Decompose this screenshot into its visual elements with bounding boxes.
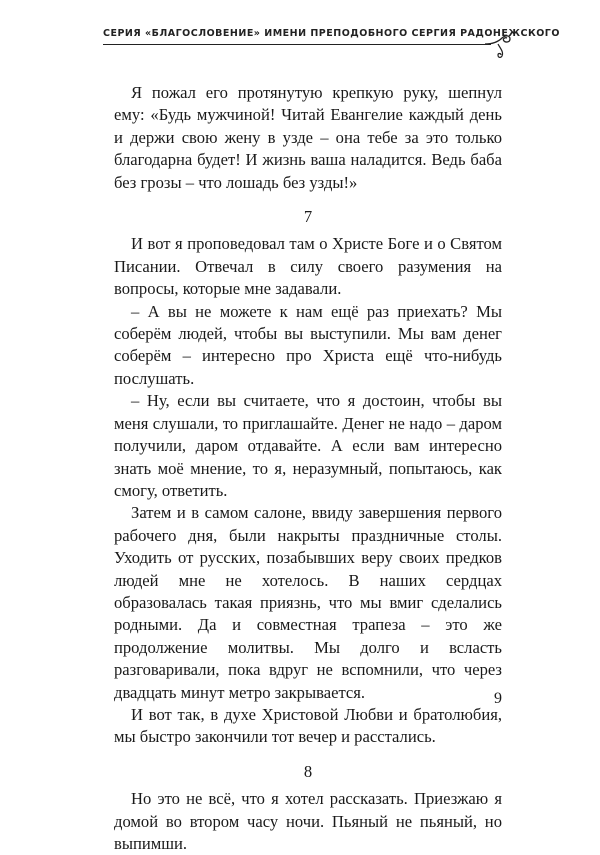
paragraph-4: – Ну, если вы считаете, что я достоин, чтобы вы меня слушали, то приглашайте. Денег не надо – даром получили, даром отдавайте. А если вам интересно знать моё мнение, то я, неразумный, попытаюсь, как смогу, ответить. [114,391,502,500]
paragraph-6: И вот так, в духе Христовой Любви и братолюбия, мы быстро закончили тот вечер и расстались. [114,704,502,747]
page-body [114,82,502,855]
paragraph-1: Я пожал его протянутую крепкую руку, шепнул ему: «Будь мужчиной! Читай Евангелие каждый день и держи свою жену в узде – она тебе за это только благодарна будет! И жизнь ваша наладится. Ведь баба без грозы – что лошадь без узды!» [114,83,502,192]
header-rule [103,44,491,45]
paragraph-7: Но это не всё, что я хотел рассказать. Приезжаю я домой во втором часу ночи. Пьяный не пьяный, но выпимши. [114,789,502,853]
running-header: СЕРИЯ «БЛАГОСЛОВЕНИЕ» ИМЕНИ ПРЕПОДОБНОГО СЕРГИЯ РАДОНЕЖСКОГО [103,28,560,39]
section-number-7: 7 [303,207,313,227]
paragraph-2: И вот я проповедовал там о Христе Боге и о Святом Писании. Отвечал в силу своего разумения на вопросы, которые мне задавали. [114,234,502,299]
section-number-8: 8 [303,761,313,781]
ornament-flourish-icon [484,32,514,60]
page-number: 9 [494,690,502,707]
paragraph-5: Затем и в самом салоне, ввиду завершения первого рабочего дня, были накрыты праздничные столы. Уходить от русских, позабывших веру своих предков людей мне не хотелось. В наших сердцах образовалась такая приязнь, что мы вмиг сделались родными. Да и совместная трапеза – это же продолжение молитвы. Мы долго и всласть разговаривали, пока вдруг не вспомнили, что через двадцать минут метро закрывается. [114,503,502,702]
paragraph-3: – А вы не можете к нам ещё раз приехать? Мы соберём людей, чтобы вы выступили. Мы вам денег соберём – интересно про Христа ещё что-нибудь послушать. [114,301,502,388]
